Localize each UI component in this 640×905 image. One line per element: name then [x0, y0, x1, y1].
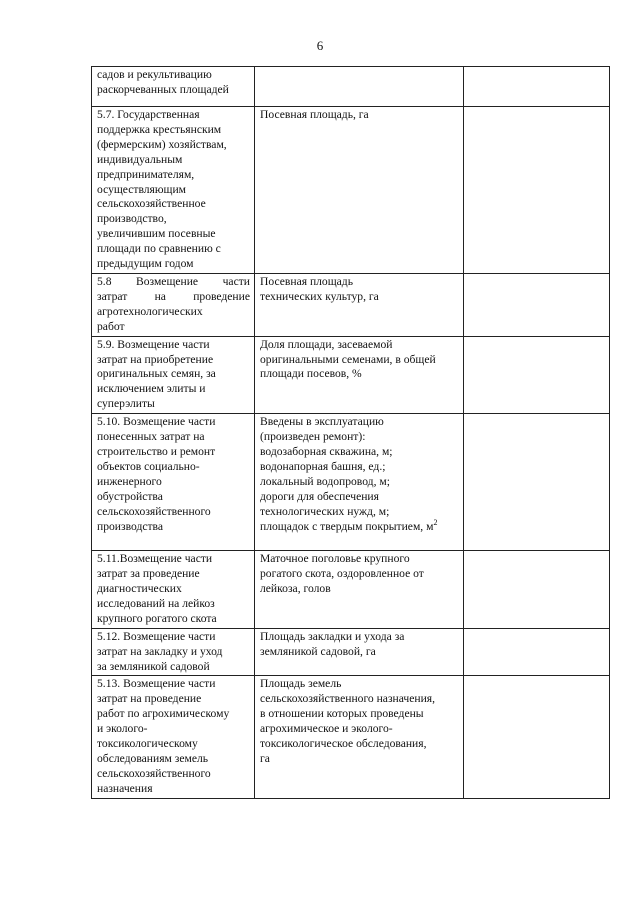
indicator-cell: [255, 676, 464, 798]
measures-table: [91, 66, 610, 799]
measure-text: 5.12. Возмещение части затрат на закладку и уход за земляникой садовой: [97, 629, 223, 673]
measure-text-line: работ: [97, 319, 125, 333]
table-row: [92, 551, 610, 629]
value-cell: [464, 67, 610, 107]
indicator-cell: [255, 336, 464, 414]
measure-text-line: агротехнологических: [97, 304, 203, 318]
measure-text: 5.13. Возмещение части затрат на проведение работ по агрохимическому и эколого- токсикологическому обследованиям земель сельскохозяйственного назначения: [97, 677, 230, 795]
page-number: 6: [316, 38, 324, 53]
measure-cell: [92, 676, 255, 798]
table-row: [92, 107, 610, 274]
indicator-text: Доля площади, засеваемой оригинальными семенами, в общей площади посевов, %: [260, 337, 436, 381]
table-row: [92, 336, 610, 414]
value-cell: [464, 414, 610, 551]
table-row: [92, 274, 610, 337]
table-row: [92, 676, 610, 798]
table-row: [92, 414, 610, 551]
value-cell: [464, 676, 610, 798]
measure-text: 5.11.Возмещение части затрат за проведение диагностических исследований на лейкоз крупного рогатого скота: [97, 552, 217, 625]
indicator-text: Маточное поголовье крупного рогатого скота, оздоровленное от лейкоза, голов: [260, 552, 424, 595]
indicator-text: [260, 415, 459, 534]
indicator-text: Площадь закладки и ухода за земляникой садовой, га: [260, 629, 405, 658]
indicator-text: Посевная площадь технических культур, га: [260, 275, 379, 303]
value-cell: [464, 107, 610, 274]
measure-text-line: 5.8 Возмещение части: [97, 275, 250, 288]
value-cell: [464, 551, 610, 629]
measure-cell: [92, 551, 255, 629]
measure-text: 5.7. Государственная поддержка крестьянским (фермерским) хозяйствам, индивидуальным предпринимателям, осуществляющим сельскохозяйственное производство, увеличившим посевные площади по сравнению с предыдущим годом: [97, 108, 227, 271]
measure-text: садов и рекультивацию раскорчеванных площадей: [97, 68, 229, 96]
measure-cell: [92, 107, 255, 274]
indicator-cell: [255, 67, 464, 107]
indicator-cell: [255, 107, 464, 274]
measure-cell: [92, 67, 255, 107]
measure-cell: [92, 336, 255, 414]
measure-cell: [92, 628, 255, 676]
measure-cell: [92, 274, 255, 337]
measure-text: 5.10. Возмещение части понесенных затрат на строительство и ремонт объектов социально- инженерного обустройства сельскохозяйственного производства: [97, 415, 216, 533]
superscript-exponent: 2: [433, 517, 438, 527]
indicator-text: Посевная площадь, га: [260, 108, 369, 121]
measure-text: 5.9. Возмещение части затрат на приобретение оригинальных семян, за исключением элиты и суперэлиты: [97, 337, 216, 411]
indicator-cell: [255, 414, 464, 551]
measure-cell: [92, 414, 255, 551]
value-cell: [464, 274, 610, 337]
indicator-cell: [255, 628, 464, 676]
value-cell: [464, 336, 610, 414]
measure-text-line: затрат на проведение: [97, 289, 250, 303]
table-row: [92, 67, 610, 107]
indicator-cell: [255, 551, 464, 629]
table-row: [92, 628, 610, 676]
indicator-text-main: Введены в эксплуатацию (произведен ремонт): водозаборная скважина, м; водонапорная башня, ед.; локальный водопровод, м; дороги для обеспечения технологических нужд, м; площадок с твердым покрытием, м: [260, 415, 434, 533]
indicator-text: Площадь земель сельскохозяйственного назначения, в отношении которых проведены агрохимическое и эколого- токсикологическое обследования, га: [260, 677, 436, 765]
value-cell: [464, 628, 610, 676]
indicator-cell: [255, 274, 464, 337]
